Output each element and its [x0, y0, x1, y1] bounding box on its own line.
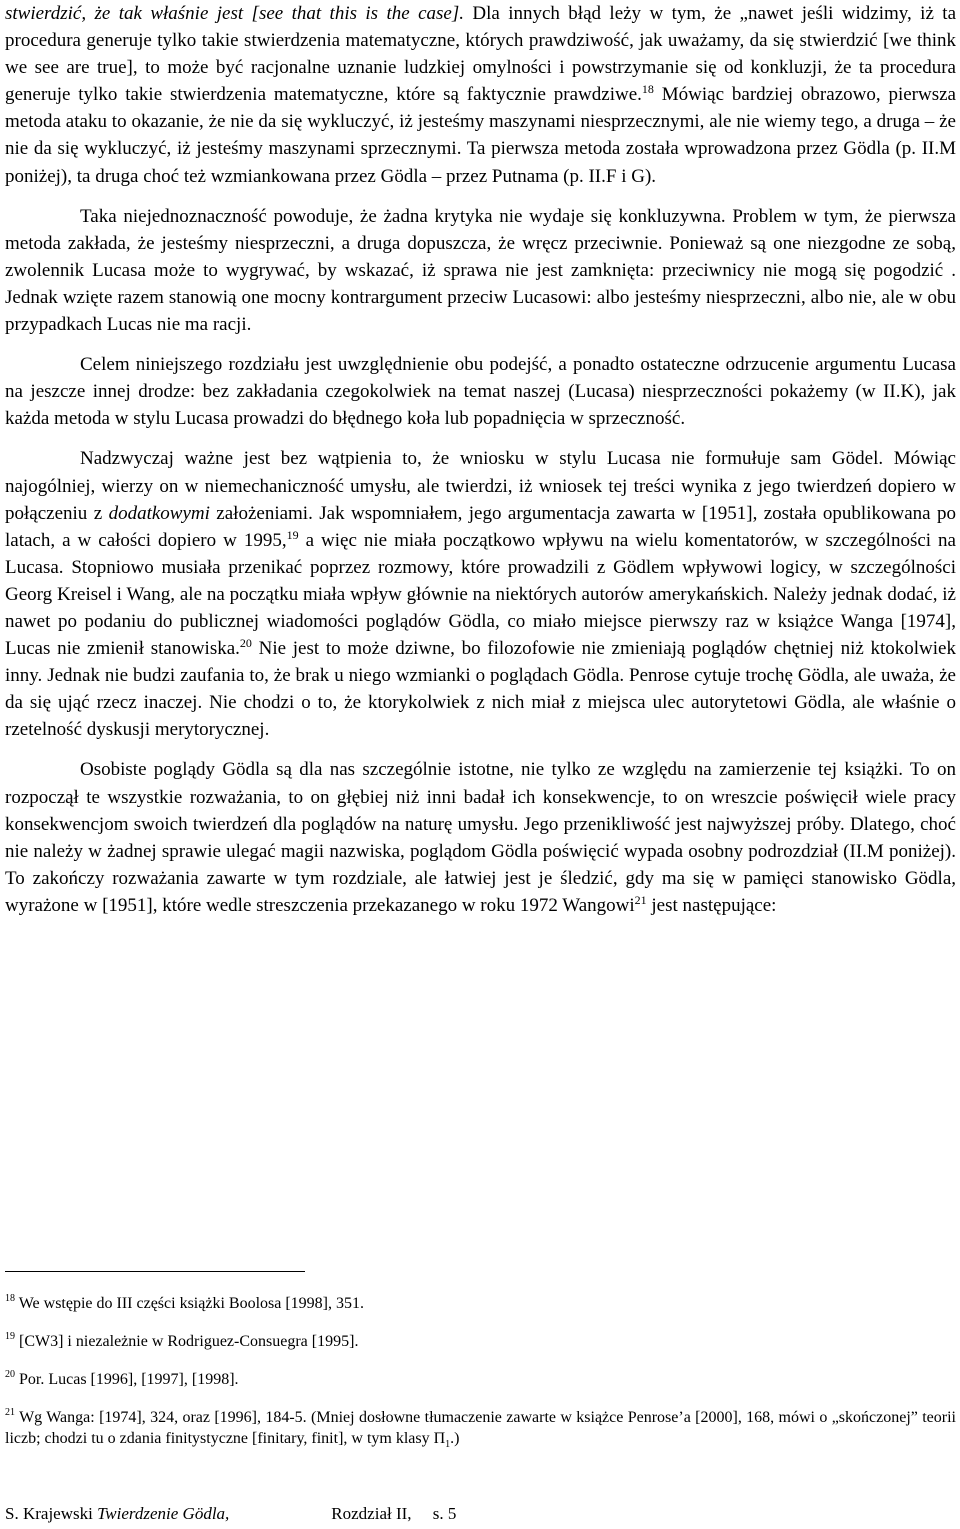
footnote-ref-19[interactable]: 19 — [286, 527, 299, 542]
footnote-number: 19 — [5, 1331, 15, 1342]
paragraph-1-italic-start: stwierdzić, że tak właśnie jest [see that this is the case]. — [5, 3, 464, 24]
footnotes — [5, 1293, 956, 1472]
footnote-ref-20[interactable]: 20 — [239, 636, 252, 651]
paragraph-4-text: Nadzwyczaj ważne jest bez wątpienia to, że wniosku w stylu Lucasa nie formułuje sam Gödel. Mówiąc najogólniej, wierzy on w niemechaniczność umysłu, ale twierdzi, iż wniosek tej treści wynika z jego twierdzeń dopiero w połączeniu z — [5, 448, 956, 524]
footnote-number: 21 — [5, 1407, 15, 1418]
page-footer — [5, 1503, 456, 1525]
footnote-18 — [5, 1293, 956, 1314]
paragraph-4-text-b: założeniami. Jak wspomniałem, jego argumentacja zawarta w [1951], została opublikowana po latach, a w całości dopiero w 1995, — [5, 502, 956, 551]
footnote-number: 20 — [5, 1369, 15, 1380]
paragraph-4 — [5, 445, 956, 743]
footnote-ref-18[interactable]: 18 — [641, 82, 654, 97]
footnote-subscript: 1 — [445, 1439, 451, 1451]
footnote-ref-21[interactable]: 21 — [634, 892, 647, 907]
footnote-text-tail: .) — [450, 1430, 460, 1447]
footnote-number: 18 — [5, 1293, 15, 1304]
footer-chapter: Rozdział II, — [331, 1504, 412, 1523]
footnote-separator — [5, 1271, 305, 1272]
footnote-text: [CW3] i niezależnie w Rodriguez-Consuegra [1995]. — [15, 1333, 359, 1350]
footnote-21 — [5, 1407, 956, 1455]
footer-author: S. Krajewski — [5, 1504, 93, 1523]
paragraph-2 — [5, 203, 956, 338]
main-text — [5, 0, 956, 919]
footer-book-title: Twierdzenie Gödla, — [97, 1504, 230, 1523]
footnote-text: Por. Lucas [1996], [1997], [1998]. — [15, 1371, 239, 1388]
paragraph-3-text: Celem niniejszego rozdziału jest uwzględnienie obu podejść, a ponadto ostateczne odrzucenie argumentu Lucasa na jeszcze innej drodze: bez zakładania czegokolwiek na temat naszej (Lucasa) niesprzeczności pokażemy (w II.K), jak każda metoda w stylu Lucasa prowadzi do błędnego koła lub popadnięcia w sprzeczność. — [5, 354, 956, 430]
paragraph-5-text-b: jest następujące: — [646, 894, 777, 916]
paragraph-5-text: Osobiste poglądy Gödla są dla nas szczególnie istotne, nie tylko ze względu na zamierzenie tej książki. To on rozpoczął te wszystkie rozważania, to on głębiej niż inni badał ich konsekwencje, to on wreszcie poświęcił wiele pracy konsekwencjom swoich twierdzeń dla poglądów na naturę umysłu. Jego przenikliwość jest najwyższej próby. Dlatego, choć nie należy w żadnej sprawie ulegać magii nazwiska, poglądom Gödla poświęcić wypada osobny podrozdział (II.M poniżej). To zakończy rozważania zawarte w tym rozdziale, ale łatwiej jest je śledzić, gdy ma się w pamięci stanowisko Gödla, wyrażone w [1951], które wedle streszczenia przekazanego w roku 1972 Wangowi — [5, 759, 956, 916]
footnote-text: We wstępie do III części książki Boolosa [1998], 351. — [15, 1295, 364, 1312]
footnote-19 — [5, 1331, 956, 1352]
paragraph-4-text-c: a więc nie miała początkowo wpływu na wielu komentatorów, w szczególności na Lucasa. Stopniowo musiała przenikać poprzez rozmowy, które prowadzili z Gödlem wpływowi logicy, w szczególności Georg Kreisel i Wang, ale na początku miała wpływ głównie na niektórych autorów amerykańskich. Należy jednak dodać, iż nawet po podaniu do publicznej wiadomości poglądów Gödla, co miało miejsce pierwszy raz w książce Wanga [1974], Lucas nie zmienił stanowiska. — [5, 529, 956, 660]
paragraph-1-text: Dla innych błąd leży w tym, że „nawet jeśli widzimy, iż ta procedura generuje tylko takie stwierdzenia matematyczne, których prawdziwość, jak uważamy, da się stwierdzić [we think we see are true], to może być racjonalne uznanie ludzkiej omylności i powstrzymanie się od konkluzji, że ta procedura generuje tylko takie stwierdzenia matematyczne, które są faktycznie prawdziwe. — [5, 3, 956, 106]
paragraph-5 — [5, 756, 956, 919]
footer-page-number: s. 5 — [432, 1504, 457, 1523]
paragraph-1-text-cont: Mówiąc bardziej obrazowo, pierwsza metoda ataku to okazanie, że nie da się wykluczyć, iż jesteśmy maszynami niesprzecznymi, ale nie wiemy tego, a druga – że nie da się wykluczyć, iż jesteśmy maszynami sprzecznymi. Ta pierwsza metoda została wprowadzona przez Gödla (p. II.M poniżej), ta druga choć też wzmiankowana przez Gödla – przez Putnama (p. II.F i G). — [5, 84, 956, 187]
paragraph-1 — [5, 0, 956, 190]
footnote-text: Wg Wanga: [1974], 324, oraz [1996], 184-5. (Mniej dosłowne tłumaczenie zawarte w książce Penrose’a [2000], 168, mówi o „skończonej” teorii liczb; chodzi tu o zdania finitystyczne [finitary, finit], w tym klasy Π — [5, 1409, 956, 1447]
paragraph-2-text: Taka niejednoznaczność powoduje, że żadna krytyka nie wydaje się konkluzywna. Problem w tym, że pierwsza metoda zakłada, że jesteśmy niesprzeczni, a druga dopuszcza, że wręcz przeciwnie. Ponieważ są one niezgodne ze sobą, zwolennik Lucasa może to wygrywać, by wskazać, iż sprawa nie jest zamknięta: przeciwnicy nie mogą się pogodzić . Jednak wzięte razem stanowią one mocny kontrargument przeciw Lucasowi: albo jesteśmy niesprzeczni, albo nie, ale w obu przypadkach Lucas nie ma racji. — [5, 205, 956, 336]
paragraph-3 — [5, 351, 956, 432]
paragraph-4-emphasis: dodatkowymi — [108, 502, 210, 524]
footnote-20 — [5, 1369, 956, 1390]
paragraph-4-text-d: Nie jest to może dziwne, bo filozofowie nie zmieniają poglądów chętniej niż ktokolwiek inny. Jednak nie budzi zaufania to, że brak u niego wzmianki o poglądach Gödla. Penrose cytuje trochę Gödla, ale uważa, że da się ująć rzecz inaczej. Nie chodzi o to, że ktorykolwiek z nich miał z miejsca ulec autorytetowi Gödla, ale właśnie o rzetelność dyskusji merytorycznej. — [5, 638, 956, 741]
